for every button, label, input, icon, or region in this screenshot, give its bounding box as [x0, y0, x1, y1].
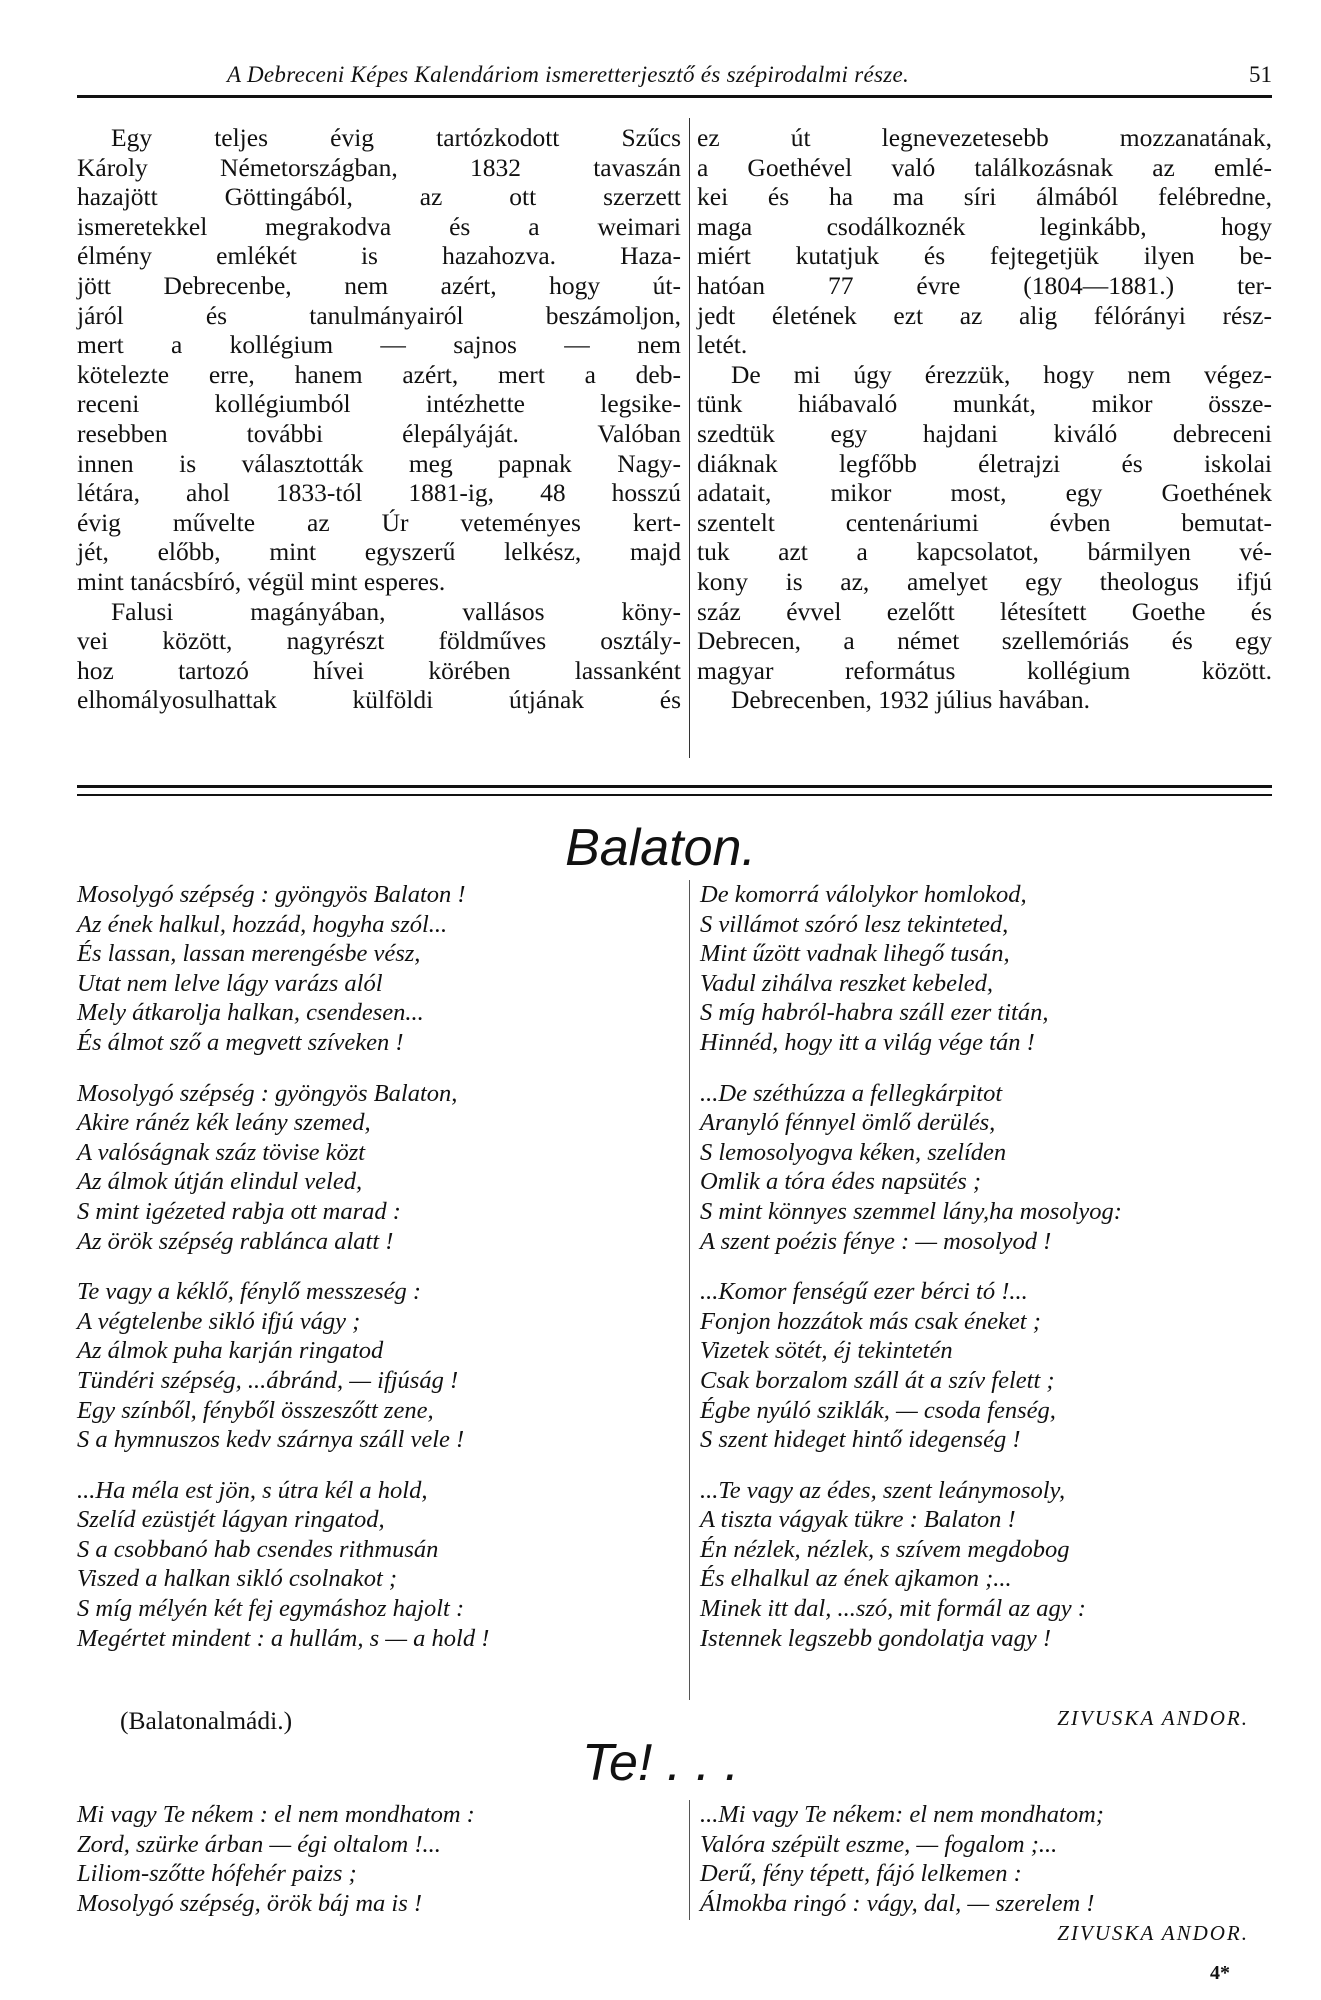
verse-line: Utat nem lelve lágy varázs alól	[77, 969, 383, 997]
stanza	[700, 1079, 1280, 1257]
text-line: resebben további élepályáját. Valóban	[77, 418, 681, 448]
text-line: innen is választották meg papnak Nagy-	[77, 448, 681, 478]
verse-line: Omlik a tóra édes napsütés ;	[700, 1168, 982, 1196]
stanza	[77, 880, 677, 1058]
verse-line: Mi vagy Te nékem : el nem mondhatom :	[77, 1801, 475, 1828]
verse-line: ...Komor fenségű ezer bérci tó !...	[700, 1278, 1028, 1306]
poem-column-divider	[689, 1800, 690, 1920]
text-line: élmény emlékét is hazahozva. Haza-	[77, 241, 681, 271]
text-line: száz évvel ezelőtt létesített Goethe és	[697, 596, 1272, 626]
verse-line: Vadul zihálva reszket kebeled,	[700, 969, 994, 997]
text-line: létára, ahol 1833-tól 1881-ig, 48 hosszú	[77, 478, 681, 508]
verse-line: Tündéri szépség, ...ábránd, — ifjúság !	[77, 1366, 459, 1394]
verse-line: Valóra szépült eszme, — fogalom ;...	[700, 1830, 1058, 1858]
verse-line: ...Te vagy az édes, szent leánymosoly,	[700, 1476, 1066, 1504]
text-line: maga csodálkoznék leginkább, hogy	[697, 211, 1272, 241]
text-line: a Goethével való találkozásnak az emlé-	[697, 152, 1272, 182]
verse-line: Vizetek sötét, éj tekintetén	[700, 1337, 953, 1365]
verse-line: Viszed a halkan sikló csolnakot ;	[77, 1565, 398, 1593]
text-line: Falusi magányában, vallásos köny-	[111, 596, 681, 626]
stanza	[77, 1079, 677, 1257]
text-line: hoz tartozó hívei körében lassanként	[77, 655, 681, 685]
text-line: hazajött Göttingából, az ott szerzett	[77, 182, 681, 212]
verse-line: S szent hideget hintő idegenség !	[700, 1426, 1021, 1454]
text-line: miért kutatjuk és fejtegetjük ilyen be-	[697, 241, 1272, 271]
text-line: Károly Németországban, 1832 tavaszán	[77, 152, 681, 182]
verse-line: Derű, fény tépett, fájó lelkemen :	[700, 1860, 1022, 1888]
verse-line: S a csobbanó hab csendes rithmusán	[77, 1535, 439, 1563]
text-line: ez út legnevezetesebb mozzanatának,	[697, 123, 1272, 152]
text-line: jött Debrecenbe, nem azért, hogy út-	[77, 270, 681, 300]
verse-line: Istennek legszebb gondolatja vagy !	[700, 1624, 1052, 1652]
verse-line: Fonjon hozzátok más csak éneket ;	[700, 1307, 1041, 1335]
verse-line: Mely átkarolja halkan, csendesen...	[77, 999, 424, 1027]
text-line: Debrecen, a német szellemóriás és egy	[697, 626, 1272, 656]
running-header	[77, 60, 1272, 94]
poem-title-te: Te! . . .	[581, 1734, 740, 1792]
verse-line: S villámot szóró lesz tekinteted,	[700, 910, 1009, 938]
poem-title-balaton: Balaton.	[565, 819, 756, 877]
page-number: 51	[1249, 62, 1272, 87]
verse-line: Égbe nyúló sziklák, — csoda fenség,	[700, 1396, 1056, 1424]
verse-line: Zord, szürke árban — égi oltalom !...	[77, 1830, 441, 1858]
text-line: receni kollégiumból intézhette legsike-	[77, 389, 681, 419]
column-divider	[689, 118, 690, 758]
verse-line: Hinnéd, hogy itt a világ vége tán !	[700, 1028, 1035, 1056]
text-line: jedt életének ezt az alig félórányi rész-	[697, 300, 1272, 330]
section-rule-top	[77, 785, 1272, 788]
verse-line: Mint űzött vadnak lihegő tusán,	[700, 940, 1010, 968]
verse-line: És elhalkul az ének ajkamon ;...	[700, 1565, 1012, 1593]
verse-line: És álmot sző a megvett szíveken !	[77, 1028, 404, 1056]
verse-line: Minek itt dal, ...szó, mit formál az agy :	[700, 1595, 1086, 1623]
stanza	[700, 1277, 1280, 1455]
verse-line: A szent poézis fénye : — mosolyod !	[700, 1227, 1052, 1255]
verse-line: Mosolygó szépség : gyöngyös Balaton !	[77, 881, 466, 908]
text-line: elhomályosulhattak külföldi útjának és	[77, 685, 681, 715]
verse-line: Én nézlek, nézlek, s szívem megdobog	[700, 1535, 1070, 1563]
verse-line: Egy színből, fényből összeszőtt zene,	[77, 1396, 434, 1424]
verse-line: S a hymnuszos kedv szárnya száll vele !	[77, 1426, 465, 1454]
poem-place: (Balatonalmádi.)	[120, 1706, 293, 1735]
verse-line: Mosolygó szépség : gyöngyös Balaton,	[77, 1079, 458, 1107]
text-line: diáknak legfőbb életrajzi és iskolai	[697, 448, 1272, 478]
verse-line: A valóságnak száz tövise közt	[77, 1138, 366, 1166]
poem-te-right-column	[700, 1800, 1280, 1918]
verse-line: Álmokba ringó : vágy, dal, — szerelem !	[700, 1889, 1095, 1917]
verse-line: S lemosolyogva kéken, szelíden	[700, 1138, 1007, 1166]
signature-mark: 4*	[1210, 1962, 1230, 1984]
text-line: szedtük egy hajdani kiváló debreceni	[697, 418, 1272, 448]
text-line: tuk azt a kapcsolatot, bármilyen vé-	[697, 537, 1272, 567]
verse-line: Mosolygó szépség, örök báj ma is !	[77, 1889, 423, 1917]
stanza	[700, 1476, 1280, 1654]
verse-line: Megértet mindent : a hullám, s — a hold !	[77, 1624, 490, 1652]
text-line: mert a kollégium — sajnos — nem	[77, 330, 681, 360]
verse-line: Liliom-szőtte hófehér paizs ;	[77, 1860, 357, 1888]
verse-line: S mint könnyes szemmel lány,ha mosolyog:	[700, 1197, 1122, 1225]
text-line: kötelezte erre, hanem azért, mert a deb-	[77, 359, 681, 389]
poem-balaton-right-column	[700, 880, 1280, 1674]
verse-line: Szelíd ezüstjét lágyan ringatod,	[77, 1506, 385, 1534]
text-line: hatóan 77 évre (1804—1881.) ter-	[697, 270, 1272, 300]
verse-line: S míg mélyén két fej egymáshoz hajolt :	[77, 1595, 465, 1623]
verse-line: A tiszta vágyak tükre : Balaton !	[700, 1506, 1016, 1534]
text-line: Egy teljes évig tartózkodott Szűcs	[111, 123, 681, 152]
text-line: mint tanácsbíró, végül mint esperes.	[77, 566, 446, 596]
verse-line: Az örök szépség rablánca alatt !	[77, 1227, 394, 1255]
article-column-right	[697, 123, 1272, 715]
text-line: Debrecenben, 1932 július havában.	[731, 685, 1091, 715]
text-line: kony is az, amelyet egy theologus ifjú	[697, 566, 1272, 596]
text-line: letét.	[697, 330, 748, 360]
text-line: szentelt centenáriumi évben bemutat-	[697, 507, 1272, 537]
text-line: De mi úgy érezzük, hogy nem végez-	[731, 359, 1272, 389]
poem-signature: ZIVUSKA ANDOR.	[1057, 1706, 1249, 1730]
verse-line: És lassan, lassan merengésbe vész,	[77, 940, 421, 968]
verse-line: A végtelenbe sikló ifjú vágy ;	[77, 1307, 361, 1335]
text-line: vei között, nagyrészt földműves osztály-	[77, 626, 681, 656]
verse-line: Te vagy a kéklő, fénylő messzeség :	[77, 1278, 422, 1306]
text-line: ismeretekkel megrakodva és a weimari	[77, 211, 681, 241]
verse-line: ...De széthúzza a fellegkárpitot	[700, 1079, 1003, 1107]
text-line: évig művelte az Úr veteményes kert-	[77, 507, 681, 537]
verse-line: Csak borzalom száll át a szív felett ;	[700, 1366, 1055, 1394]
header-title: A Debreceni Képes Kalendáriom ismeretterjesztő és szépirodalmi része.	[227, 62, 910, 87]
poem-te-left-column	[77, 1800, 677, 1918]
text-line: kei és ha ma síri álmából felébredne,	[697, 182, 1272, 212]
article-column-left	[77, 123, 681, 715]
text-line: jét, előbb, mint egyszerű lelkész, majd	[77, 537, 681, 567]
verse-line: Az ének halkul, hozzád, hogyha szól...	[77, 910, 448, 938]
text-line: adatait, mikor most, egy Goethének	[697, 478, 1272, 508]
verse-line: Az álmok útján elindul veled,	[77, 1168, 363, 1196]
verse-line: S míg habról-habra száll ezer titán,	[700, 999, 1049, 1027]
verse-line: Akire ránéz kék leány szemed,	[77, 1109, 371, 1137]
poem-column-divider	[689, 880, 690, 1700]
text-line: tünk hiábavaló munkát, mikor össze-	[697, 389, 1272, 419]
poem-signature: ZIVUSKA ANDOR.	[1057, 1921, 1249, 1945]
verse-line: De komorrá válolykor homlokod,	[700, 881, 1027, 908]
verse-line: ...Mi vagy Te nékem: el nem mondhatom;	[700, 1801, 1104, 1828]
stanza	[700, 880, 1280, 1058]
text-line: magyar református kollégium között.	[697, 655, 1272, 685]
verse-line: S mint igézeted rabja ott marad :	[77, 1197, 401, 1225]
header-rule	[77, 95, 1272, 98]
verse-line: Aranyló fénnyel ömlő derülés,	[700, 1109, 996, 1137]
poem-balaton-left-column	[77, 880, 677, 1674]
text-line: járól és tanulmányairól beszámoljon,	[77, 300, 681, 330]
verse-line: ...Ha méla est jön, s útra kél a hold,	[77, 1476, 428, 1504]
section-rule-bottom	[77, 794, 1272, 796]
stanza	[77, 1277, 677, 1455]
stanza	[77, 1476, 677, 1654]
verse-line: Az álmok puha karján ringatod	[77, 1337, 384, 1365]
